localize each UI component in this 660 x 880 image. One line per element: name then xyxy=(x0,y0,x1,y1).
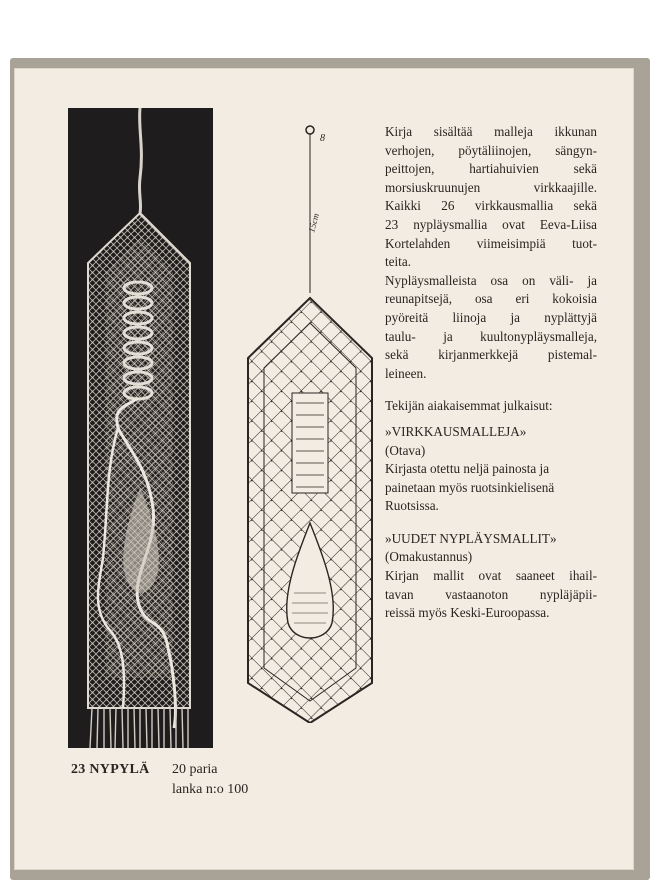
book2-entry: »UUDET NYPLÄYSMALLIT» (Omakustannus) Kirjan mallit ovat saaneet ihail- tavan vastaanoton nypläjäpii- reissä myös Keski-Euroopassa. xyxy=(385,530,597,621)
pricking-diagram xyxy=(232,123,382,723)
intro-paragraph: Kirja sisältää malleja ikkunan verhojen, pöytäliinojen, sängyn- peittojen, hartiahuivien sekä morsiuskruunujen virkkaajille. Kaikki 26 virkkausmallia sekä 23 nypläysmallia ovat Eeva-Liisa Kortelahden viimeisimpiä tuot- teita. xyxy=(385,124,597,270)
scale-label: 15cm xyxy=(306,212,321,234)
book-back-cover xyxy=(14,68,634,870)
book1-entry: »VIRKKAUSMALLEJA» (Otava) Kirjasta otettu neljä painosta ja painetaan myös ruotsinkielisenä Ruotsissa. xyxy=(385,423,597,516)
lace-photo-illustration xyxy=(68,108,213,748)
book1-publisher: (Otava) xyxy=(385,442,426,458)
book2-publisher: (Omakustannus) xyxy=(385,549,473,565)
lace-pattern-diagram xyxy=(232,123,382,723)
pin-label: 8 xyxy=(320,133,325,144)
caption-title: 23 NYPYLÄ xyxy=(71,762,150,777)
previous-works-heading: Tekijän aiakaisemmat julkaisut: xyxy=(385,398,553,414)
book2-title: »UUDET NYPLÄYSMALLIT» xyxy=(385,530,557,546)
caption-thread: lanka n:o 100 xyxy=(172,782,249,797)
caption-info xyxy=(172,760,248,800)
pattern-paragraph: Nypläysmalleista osa on väli- ja reunapitsejä, osa eri kokoisia pyöreitä liinoja ja nyplättyjä taulu- ja kuultonypläysmalleja, sekä kirjanmerkkejä pistemal- leineen. xyxy=(385,272,597,381)
caption-pairs: 20 paria xyxy=(172,762,218,777)
book1-title: »VIRKKAUSMALLEJA» xyxy=(385,423,527,439)
description-text xyxy=(385,123,597,623)
lace-bookmark-photo xyxy=(68,108,213,748)
